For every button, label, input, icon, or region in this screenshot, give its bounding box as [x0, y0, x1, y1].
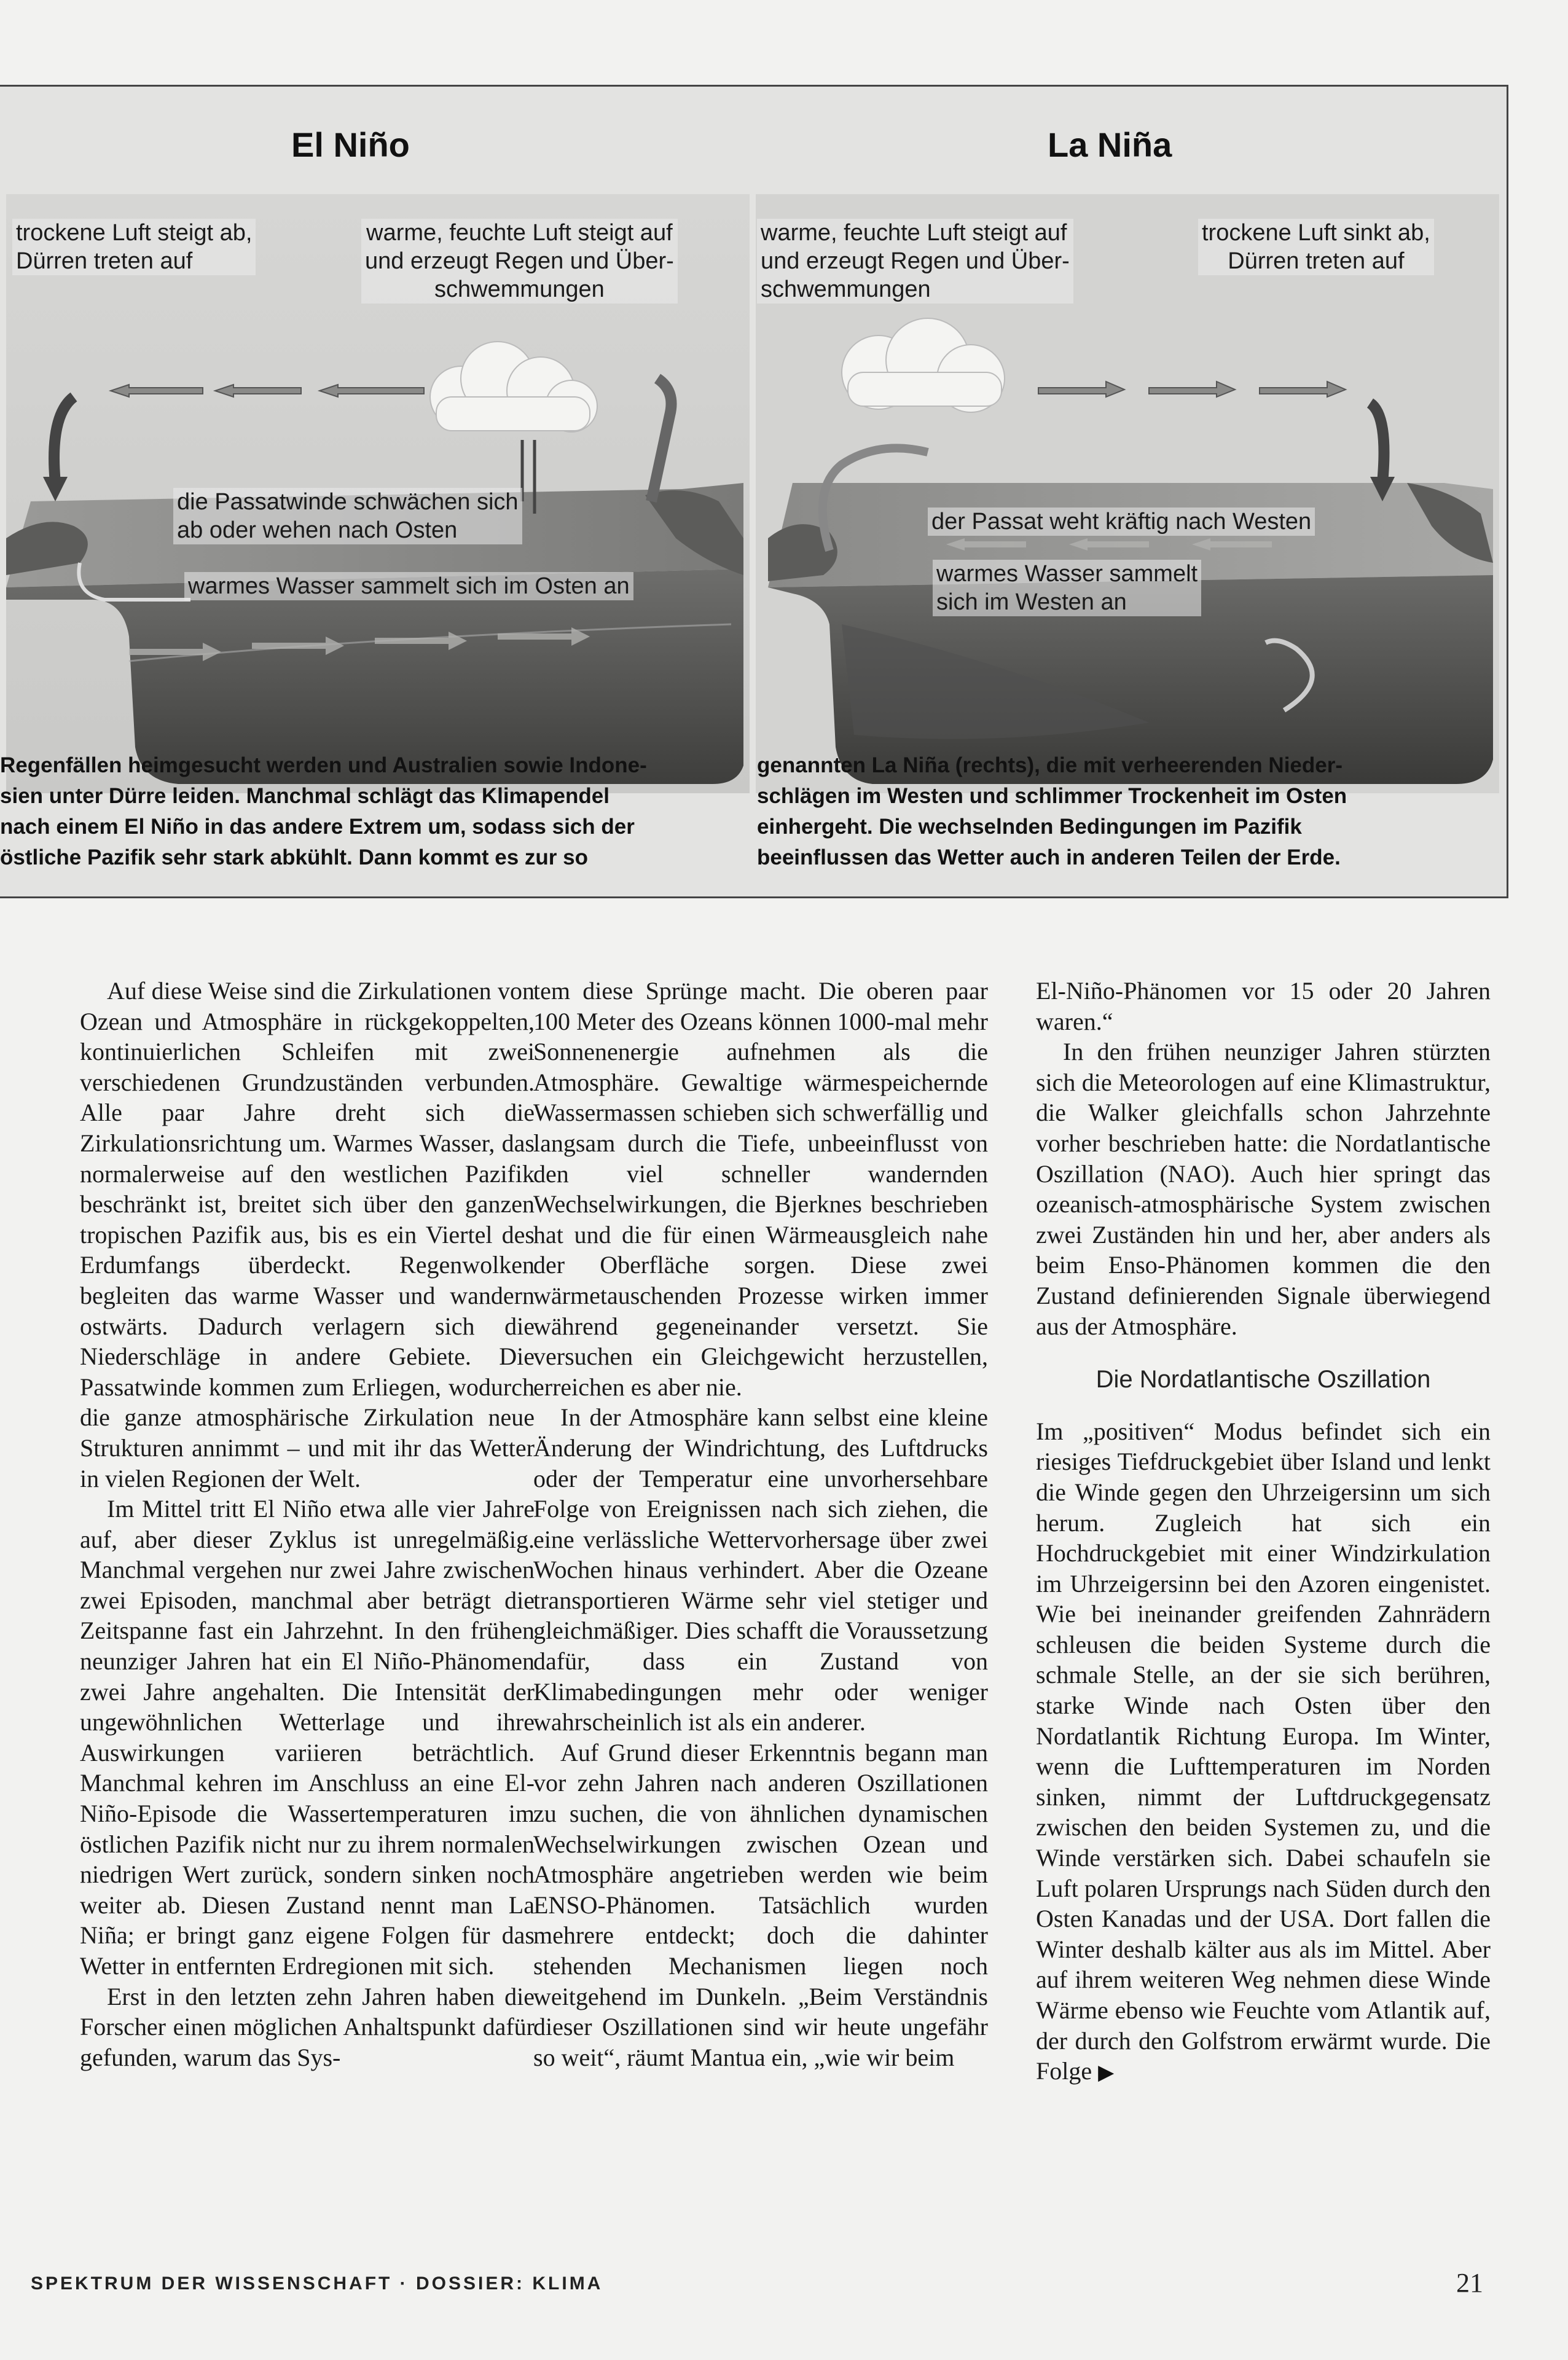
el-nino-warm-water-label: warmes Wasser sammelt sich im Osten an — [184, 572, 633, 600]
la-nina-trade-wind-label: der Passat weht kräftig nach Westen — [928, 508, 1315, 536]
paragraph-text: Im „positiven“ Modus befindet sich ein riesiges Tiefdruckgebiet über Island und lenkt die Winde gegen den Uhrzeigersinn um sich herum. Zugleich hat sich ein Hochdruckgebiet mit einer Windzirkulation im Uhrzeigersinn bei den Azoren eingenistet. Wie bei ineinander greifenden Zahnrädern schleusen die beiden Systeme durch die schmale Stelle, an der sie sich berühren, starke Winde nach Osten über den Nordatlantik Richtung Europa. Im Winter, wenn die Lufttemperaturen im Norden sinken, nimmt der Luftdruckgegensatz zwischen den beiden Systemen zu, und die Winde verstärken sich. Dabei schaufeln sie Luft polaren Ursprungs nach Süden durch den Osten Kanadas und der USA. Dort fallen die Winter deshalb kälter aus als im Mittel. Aber auf ihrem weiteren Weg nehmen diese Winde Wärme ebenso wie Feuchte vom Atlantik auf, der durch den Golfstrom erwärmt wurde. Die Folge — [1036, 1417, 1491, 2085]
paragraph: Auf diese Weise sind die Zirkulationen von Ozean und Atmosphäre in rückgekoppelten, kontinuierlichen Schleifen mit zwei verschiedenen Grundzuständen verbunden. Alle paar Jahre dreht sich die Zirkulationsrichtung um. Warmes Wasser, das normalerweise auf den westlichen Pazifik beschränkt ist, breitet sich über den ganzen tropischen Pazifik aus, bis es ein Viertel des Erdumfangs überdeckt. Regenwolken begleiten das warme Wasser und wandern ostwärts. Dadurch verlagern sich die Niederschläge in andere Gebiete. Die Passatwinde kommen zum Erliegen, wodurch die ganze atmosphärische Zirkulation neue Strukturen annimmt – und mit ihr das Wetter in vielen Regionen der Welt. — [80, 977, 535, 1492]
la-nina-title: La Niña — [1048, 125, 1172, 164]
page-number: 21 — [1456, 2268, 1483, 2298]
la-nina-dry-label: trockene Luft sinkt ab, Dürren treten auf — [1198, 219, 1434, 275]
figure-caption-left: Regenfällen heimgesucht werden und Australien sowie Indone- sien unter Dürre leiden. Manchmal schlägt das Klimapendel nach einem El Niño in das andere Extrem um, sodass sich der östliche Pazifik sehr stark abkühlt. Dann kommt es zur so — [0, 753, 647, 869]
paragraph — [1036, 1416, 1491, 2088]
la-nina-wet-label: warme, feuchte Luft steigt auf und erzeugt Regen und Über- schwemmungen — [757, 219, 1073, 304]
section-heading: Die Nordatlantische Oszillation — [1096, 1366, 1431, 1394]
paragraph: tem diese Sprünge macht. Die oberen paar 100 Meter des Ozeans können 1000-mal mehr Sonnenenergie aufnehmen als die Atmosphäre. Gewaltige wärmespeichernde Wassermassen schieben sich schwerfällig und langsam durch die Tiefe, unbeeinflusst von den viel schneller wandernden Wechselwirkungen, die Bjerknes beschrieben hat und die für einen Wärmeausgleich nahe der Oberfläche sorgen. Diese zwei wärmetauschenden Prozesse wirken immer während gegeneinander versetzt. Sie versuchen ein Gleichgewicht herzustellen, erreichen es aber nie. — [533, 977, 988, 1401]
paragraph: Im Mittel tritt El Niño etwa alle vier Jahre auf, aber dieser Zyklus ist unregelmäßig. Manchmal vergehen nur zwei Jahre zwischen zwei Episoden, manchmal aber beträgt die Zeitspanne fast ein Jahrzehnt. In den frühen neunziger Jahren hat ein El Niño-Phänomen zwei Jahre angehalten. Die Intensität der ungewöhnlichen Wetterlage und ihre Auswirkungen variieren beträchtlich. Manchmal kehren im Anschluss an eine El-Niño-Episode die Wassertemperaturen im östlichen Pazifik nicht nur zu ihrem normalen niedrigen Wert zurück, sondern sinken noch weiter ab. Diesen Zustand nennt man La Niña; er bringt ganz eigene Folgen für das Wetter in entfernten Erdregionen mit sich. — [80, 1495, 535, 1980]
continue-arrow-icon: ▶ — [1098, 2061, 1115, 2085]
climate-figure — [0, 85, 1508, 898]
paragraph: In den frühen neunziger Jahren stürzten sich die Meteorologen auf eine Klimastruktur, die Walker gleichfalls schon Jahrzehnte vorher beschrieben hatte: die Nordatlantische Oszillation (NAO). Auch hier springt das ozeanisch-atmosphärische System zwischen zwei Zuständen hin und her, aber anders als beim Enso-Phänomen kommen die den Zustand definierenden Signale überwiegend aus der Atmosphäre. — [1036, 1038, 1491, 1340]
el-nino-title: El Niño — [291, 125, 410, 164]
paragraph: In der Atmosphäre kann selbst eine kleine Änderung der Windrichtung, des Luftdrucks oder der Temperatur eine unvorhersehbare Folge von Ereignissen nach sich ziehen, die eine verlässliche Wettervorhersage über zwei Wochen hinaus verhindert. Aber die Ozeane transportieren Wärme sehr viel stetiger und gleichmäßiger. Dies schafft die Voraussetzung dafür, dass ein Zustand von Klimabedingungen mehr oder weniger wahrscheinlich ist als ein anderer. — [533, 1403, 988, 1736]
el-nino-trade-wind-label: die Passatwinde schwächen sich ab oder wehen nach Osten — [173, 488, 522, 544]
el-nino-wet-label: warme, feuchte Luft steigt auf und erzeugt Regen und Über- schwemmungen — [361, 219, 678, 304]
el-nino-dry-label: trockene Luft steigt ab, Dürren treten auf — [12, 219, 256, 275]
text-column-2 — [533, 976, 988, 2072]
text-column-3 — [1036, 976, 1491, 2088]
paragraph: Erst in den letzten zehn Jahren haben die Forscher einen möglichen Anhaltspunkt dafür gefunden, warum das Sys- — [80, 1982, 535, 2071]
paragraph: El-Niño-Phänomen vor 15 oder 20 Jahren waren.“ — [1036, 977, 1491, 1035]
paragraph: Auf Grund dieser Erkenntnis begann man vor zehn Jahren nach anderen Oszillationen zu suchen, die von ähnlichen dynamischen Wechselwirkungen zwischen Ozean und Atmosphäre angetrieben werden wie beim ENSO-Phänomen. Tatsächlich wurden mehrere entdeckt; doch die dahinter stehenden Mechanismen liegen noch weitgehend im Dunkeln. „Beim Verständnis dieser Oszillationen sind wir heute ungefähr so weit“, räumt Mantua ein, „wie wir beim — [533, 1738, 988, 2071]
figure-caption-right: genannten La Niña (rechts), die mit verheerenden Nieder- schlägen im Westen und schlimmer Trockenheit im Osten einhergeht. Die wechselnden Bedingungen im Pazifik beeinflussen das Wetter auch in anderen Teilen der Erde. — [757, 753, 1347, 869]
text-column-1 — [80, 976, 535, 2072]
la-nina-warm-water-label: warmes Wasser sammelt sich im Westen an — [933, 560, 1201, 616]
publication-footer: SPEKTRUM DER WISSENSCHAFT · DOSSIER: KLIMA — [31, 2273, 603, 2294]
